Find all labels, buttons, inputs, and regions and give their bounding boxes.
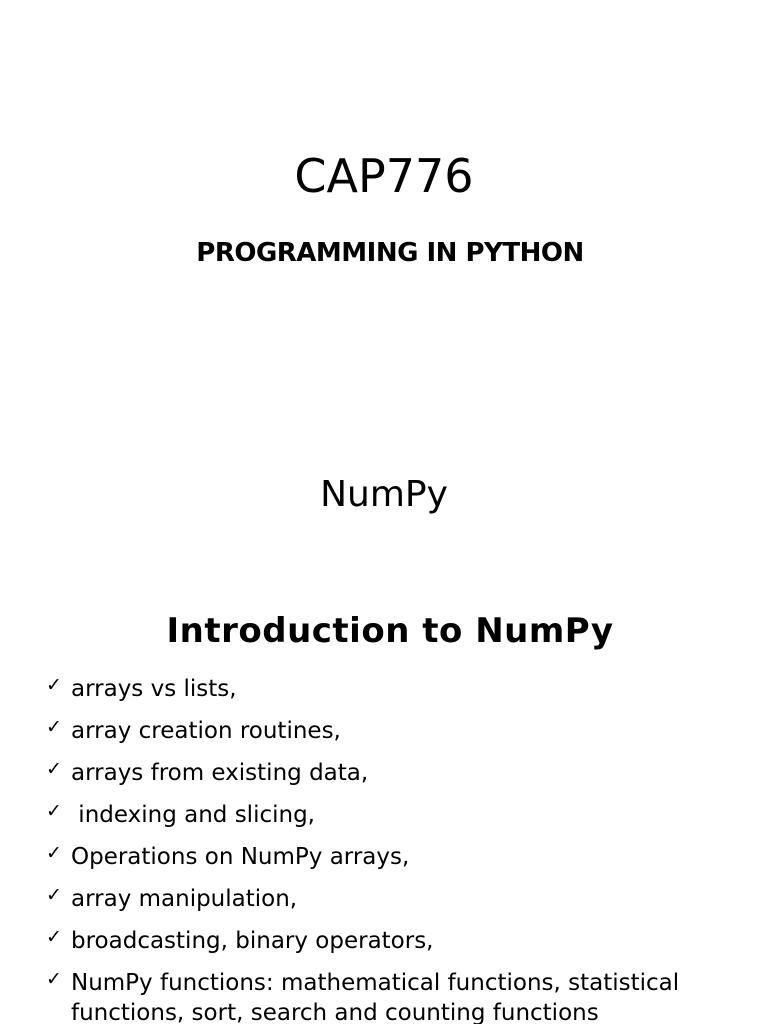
bullet-text: arrays vs lists,	[71, 676, 237, 702]
bullet-item	[46, 758, 736, 788]
bullet-text: broadcasting, binary operators,	[71, 928, 434, 954]
course-name: PROGRAMMING IN PYTHON	[196, 238, 584, 268]
topic-title: NumPy	[320, 474, 448, 515]
bullet-text: array creation routines,	[71, 718, 341, 744]
bullet-item	[46, 926, 736, 956]
section-heading: Introduction to NumPy	[166, 611, 614, 651]
checkmark-icon: ✓	[46, 926, 62, 948]
bullet-item	[46, 800, 736, 830]
bullet-item	[46, 674, 736, 704]
checkmark-icon: ✓	[46, 800, 62, 822]
bullet-text: arrays from existing data,	[71, 760, 369, 786]
bullet-text: array manipulation,	[71, 886, 298, 912]
bullet-item	[46, 716, 736, 746]
bullet-item	[46, 842, 736, 872]
bullet-text: indexing and slicing,	[71, 802, 315, 828]
bullet-text: NumPy functions: mathematical functions, statistical functions, sort, search and counting functions	[71, 970, 680, 1024]
checkmark-icon: ✓	[46, 884, 62, 906]
checkmark-icon: ✓	[46, 968, 62, 990]
checkmark-icon: ✓	[46, 716, 62, 738]
bullet-text: Operations on NumPy arrays,	[71, 844, 410, 870]
bullet-list	[46, 674, 736, 1024]
course-code: CAP776	[294, 149, 474, 203]
bullet-item	[46, 884, 736, 914]
checkmark-icon: ✓	[46, 842, 62, 864]
checkmark-icon: ✓	[46, 758, 62, 780]
bullet-item	[46, 968, 736, 1024]
checkmark-icon: ✓	[46, 674, 62, 696]
